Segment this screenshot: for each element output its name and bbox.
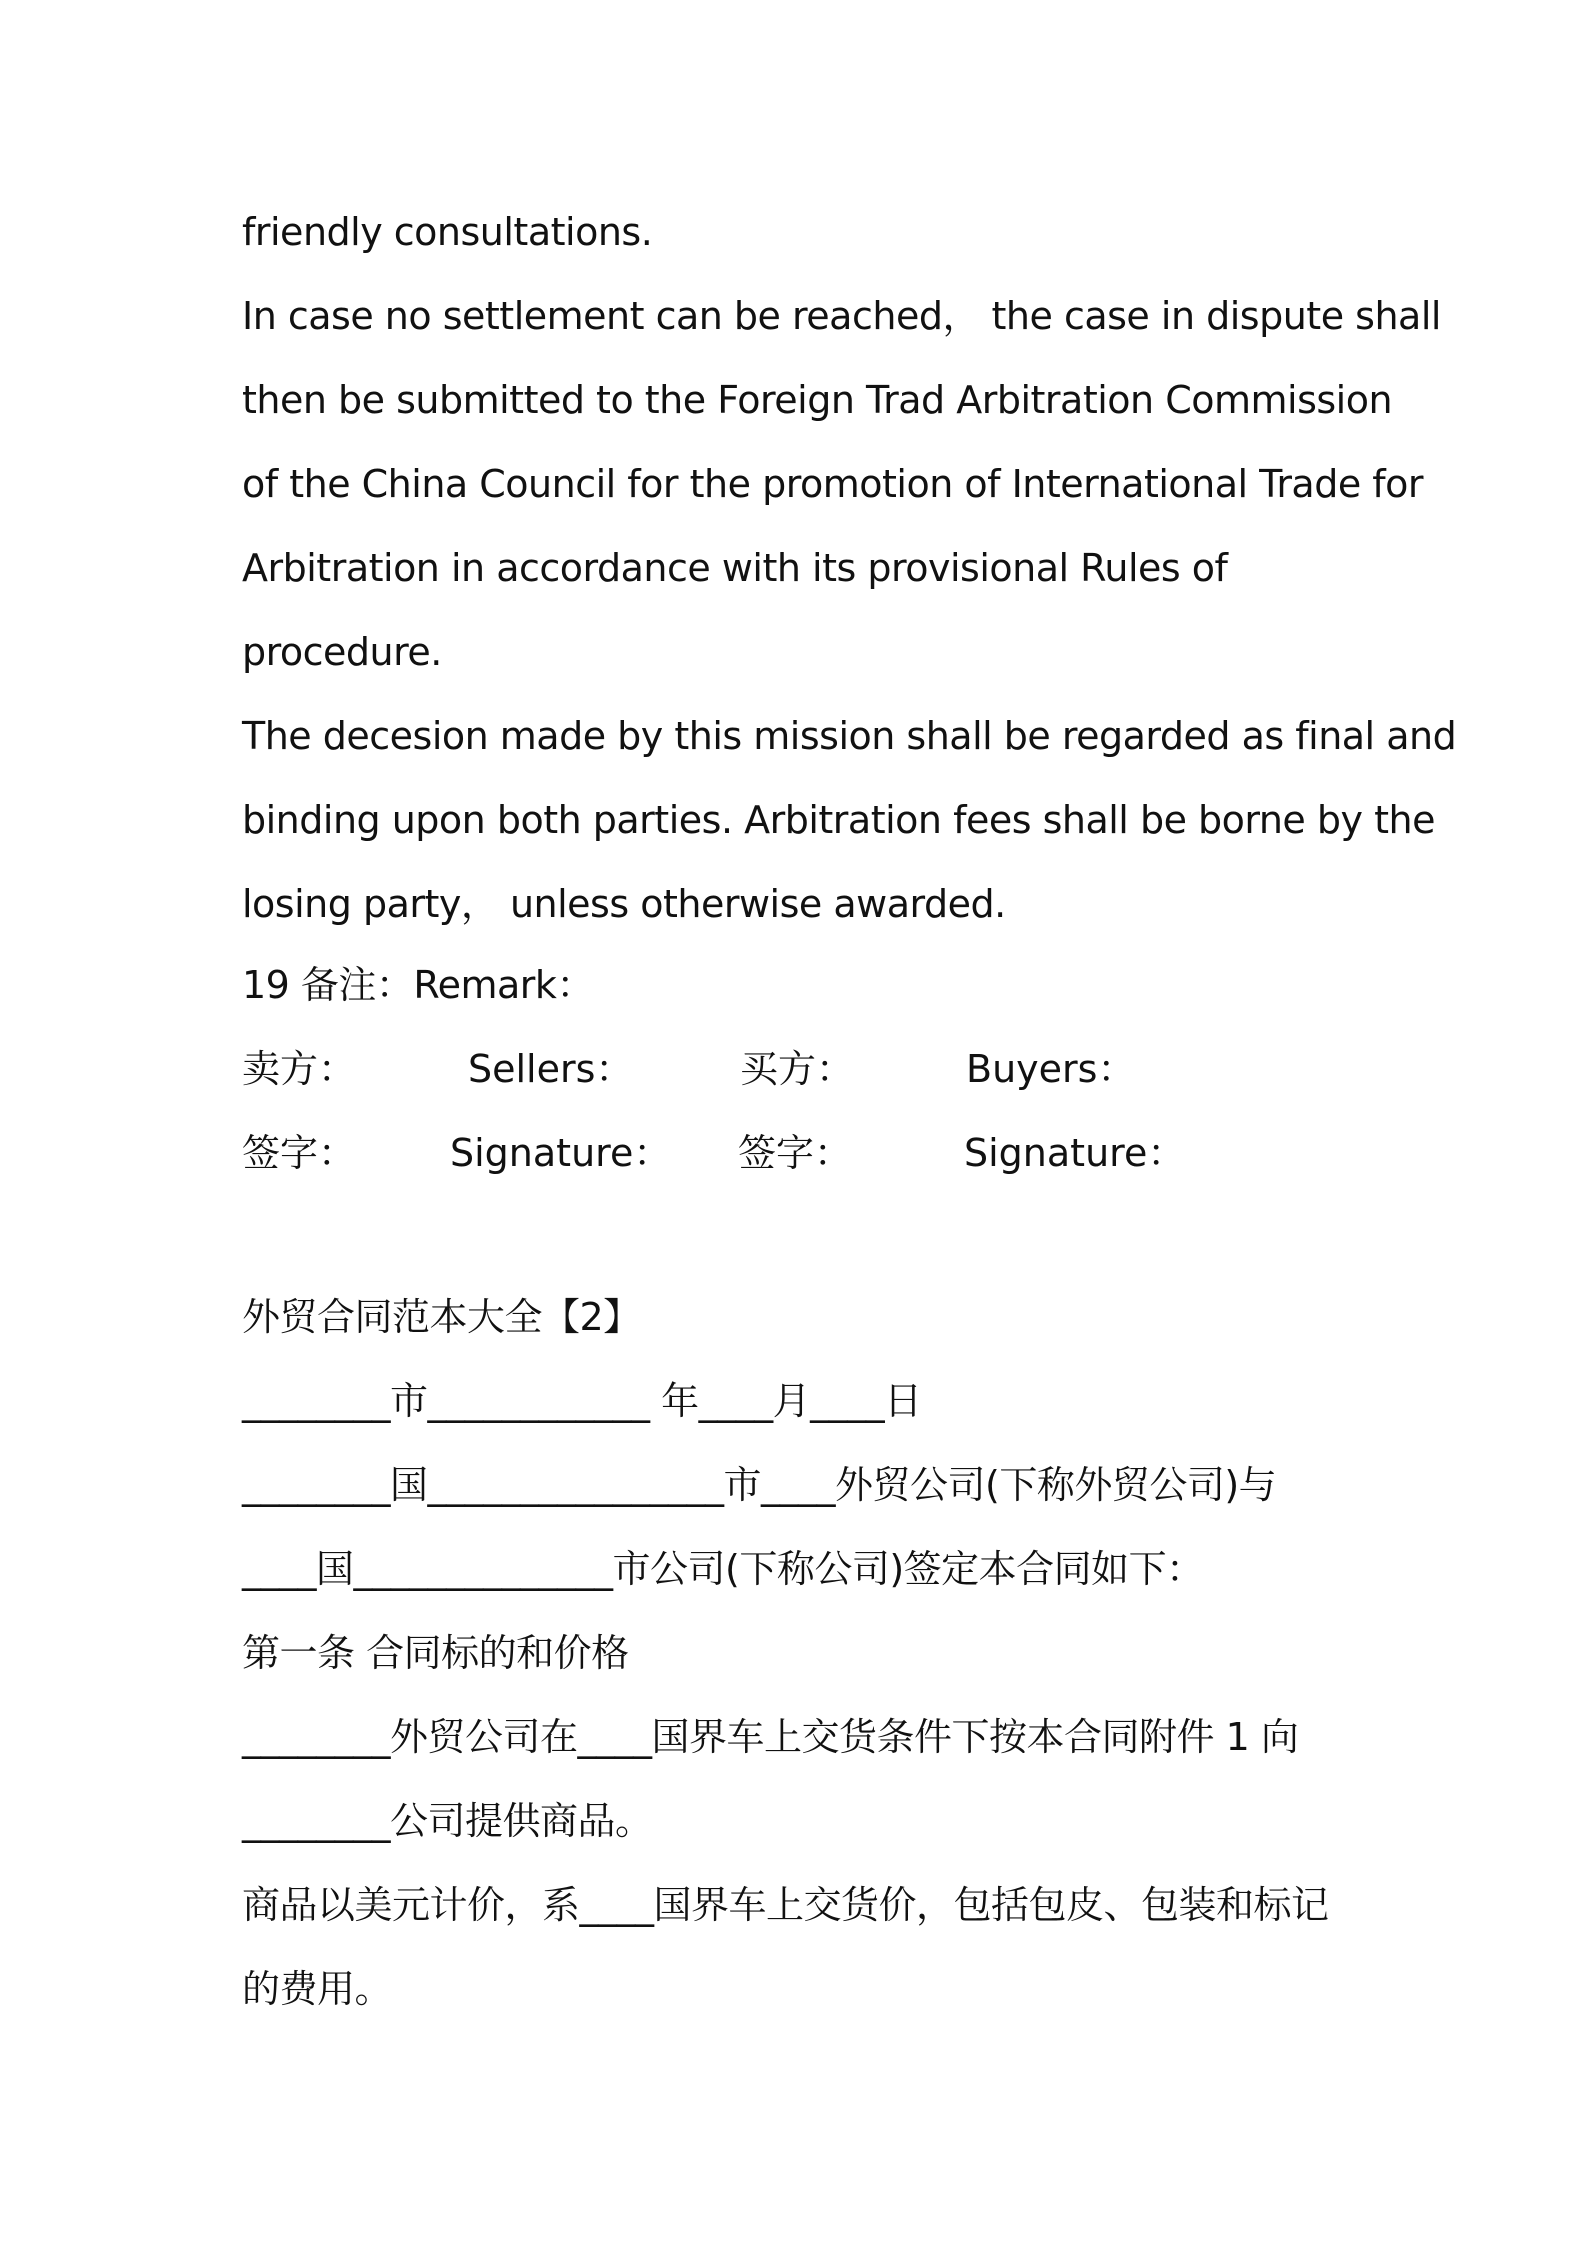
contract-line-7: 商品以美元计价，系____国界车上交货价，包括包皮、包装和标记 bbox=[242, 1883, 1329, 1927]
arbitration-line-9: losing party， unless otherwise awarded. bbox=[242, 882, 1006, 926]
contract-title: 外贸合同范本大全【2】 bbox=[242, 1295, 641, 1339]
contract-line-5: ________外贸公司在____国界车上交货条件下按本合同附件 1 向 bbox=[242, 1715, 1299, 1759]
arbitration-line-7: The decesion made by this mission shall be regarded as final and bbox=[242, 714, 1457, 758]
arbitration-line-5: Arbitration in accordance with its provisional Rules of bbox=[242, 546, 1228, 590]
contract-line-2: ________国________________市____外贸公司(下称外贸公司)与 bbox=[242, 1463, 1277, 1507]
signature-row bbox=[0, 1130, 1586, 1176]
article-heading: 第一条 合同标的和价格 bbox=[242, 1631, 629, 1675]
arbitration-line-4: of the China Council for the promotion of International Trade for bbox=[242, 462, 1424, 506]
buyer-signature-label-en: Signature： bbox=[964, 1131, 1186, 1175]
seller-label-cn: 卖方： bbox=[242, 1047, 357, 1091]
remark-label: 19 备注：Remark： bbox=[242, 963, 594, 1007]
buyer-label-cn: 买方： bbox=[740, 1047, 855, 1091]
contract-line-3: ____国______________市公司(下称公司)签定本合同如下： bbox=[242, 1547, 1204, 1591]
party-row bbox=[0, 1046, 1586, 1092]
seller-signature-label-cn: 签字： bbox=[242, 1131, 357, 1175]
buyer-label-en: Buyers： bbox=[966, 1047, 1136, 1091]
seller-signature-label-en: Signature： bbox=[450, 1131, 672, 1175]
arbitration-line-8: binding upon both parties. Arbitration fees shall be borne by the bbox=[242, 798, 1435, 842]
arbitration-line-6: procedure. bbox=[242, 630, 442, 674]
seller-label-en: Sellers： bbox=[468, 1047, 634, 1091]
contract-line-8: 的费用。 bbox=[242, 1967, 393, 2011]
arbitration-line-2: In case no settlement can be reached， the case in dispute shall bbox=[242, 294, 1441, 338]
contract-line-1: ________市____________ 年____月____日 bbox=[242, 1379, 922, 1423]
contract-line-6: ________公司提供商品。 bbox=[242, 1799, 653, 1843]
arbitration-line-3: then be submitted to the Foreign Trad Arbitration Commission bbox=[242, 378, 1393, 422]
arbitration-line-1: friendly consultations. bbox=[242, 210, 653, 254]
buyer-signature-label-cn: 签字： bbox=[738, 1131, 853, 1175]
